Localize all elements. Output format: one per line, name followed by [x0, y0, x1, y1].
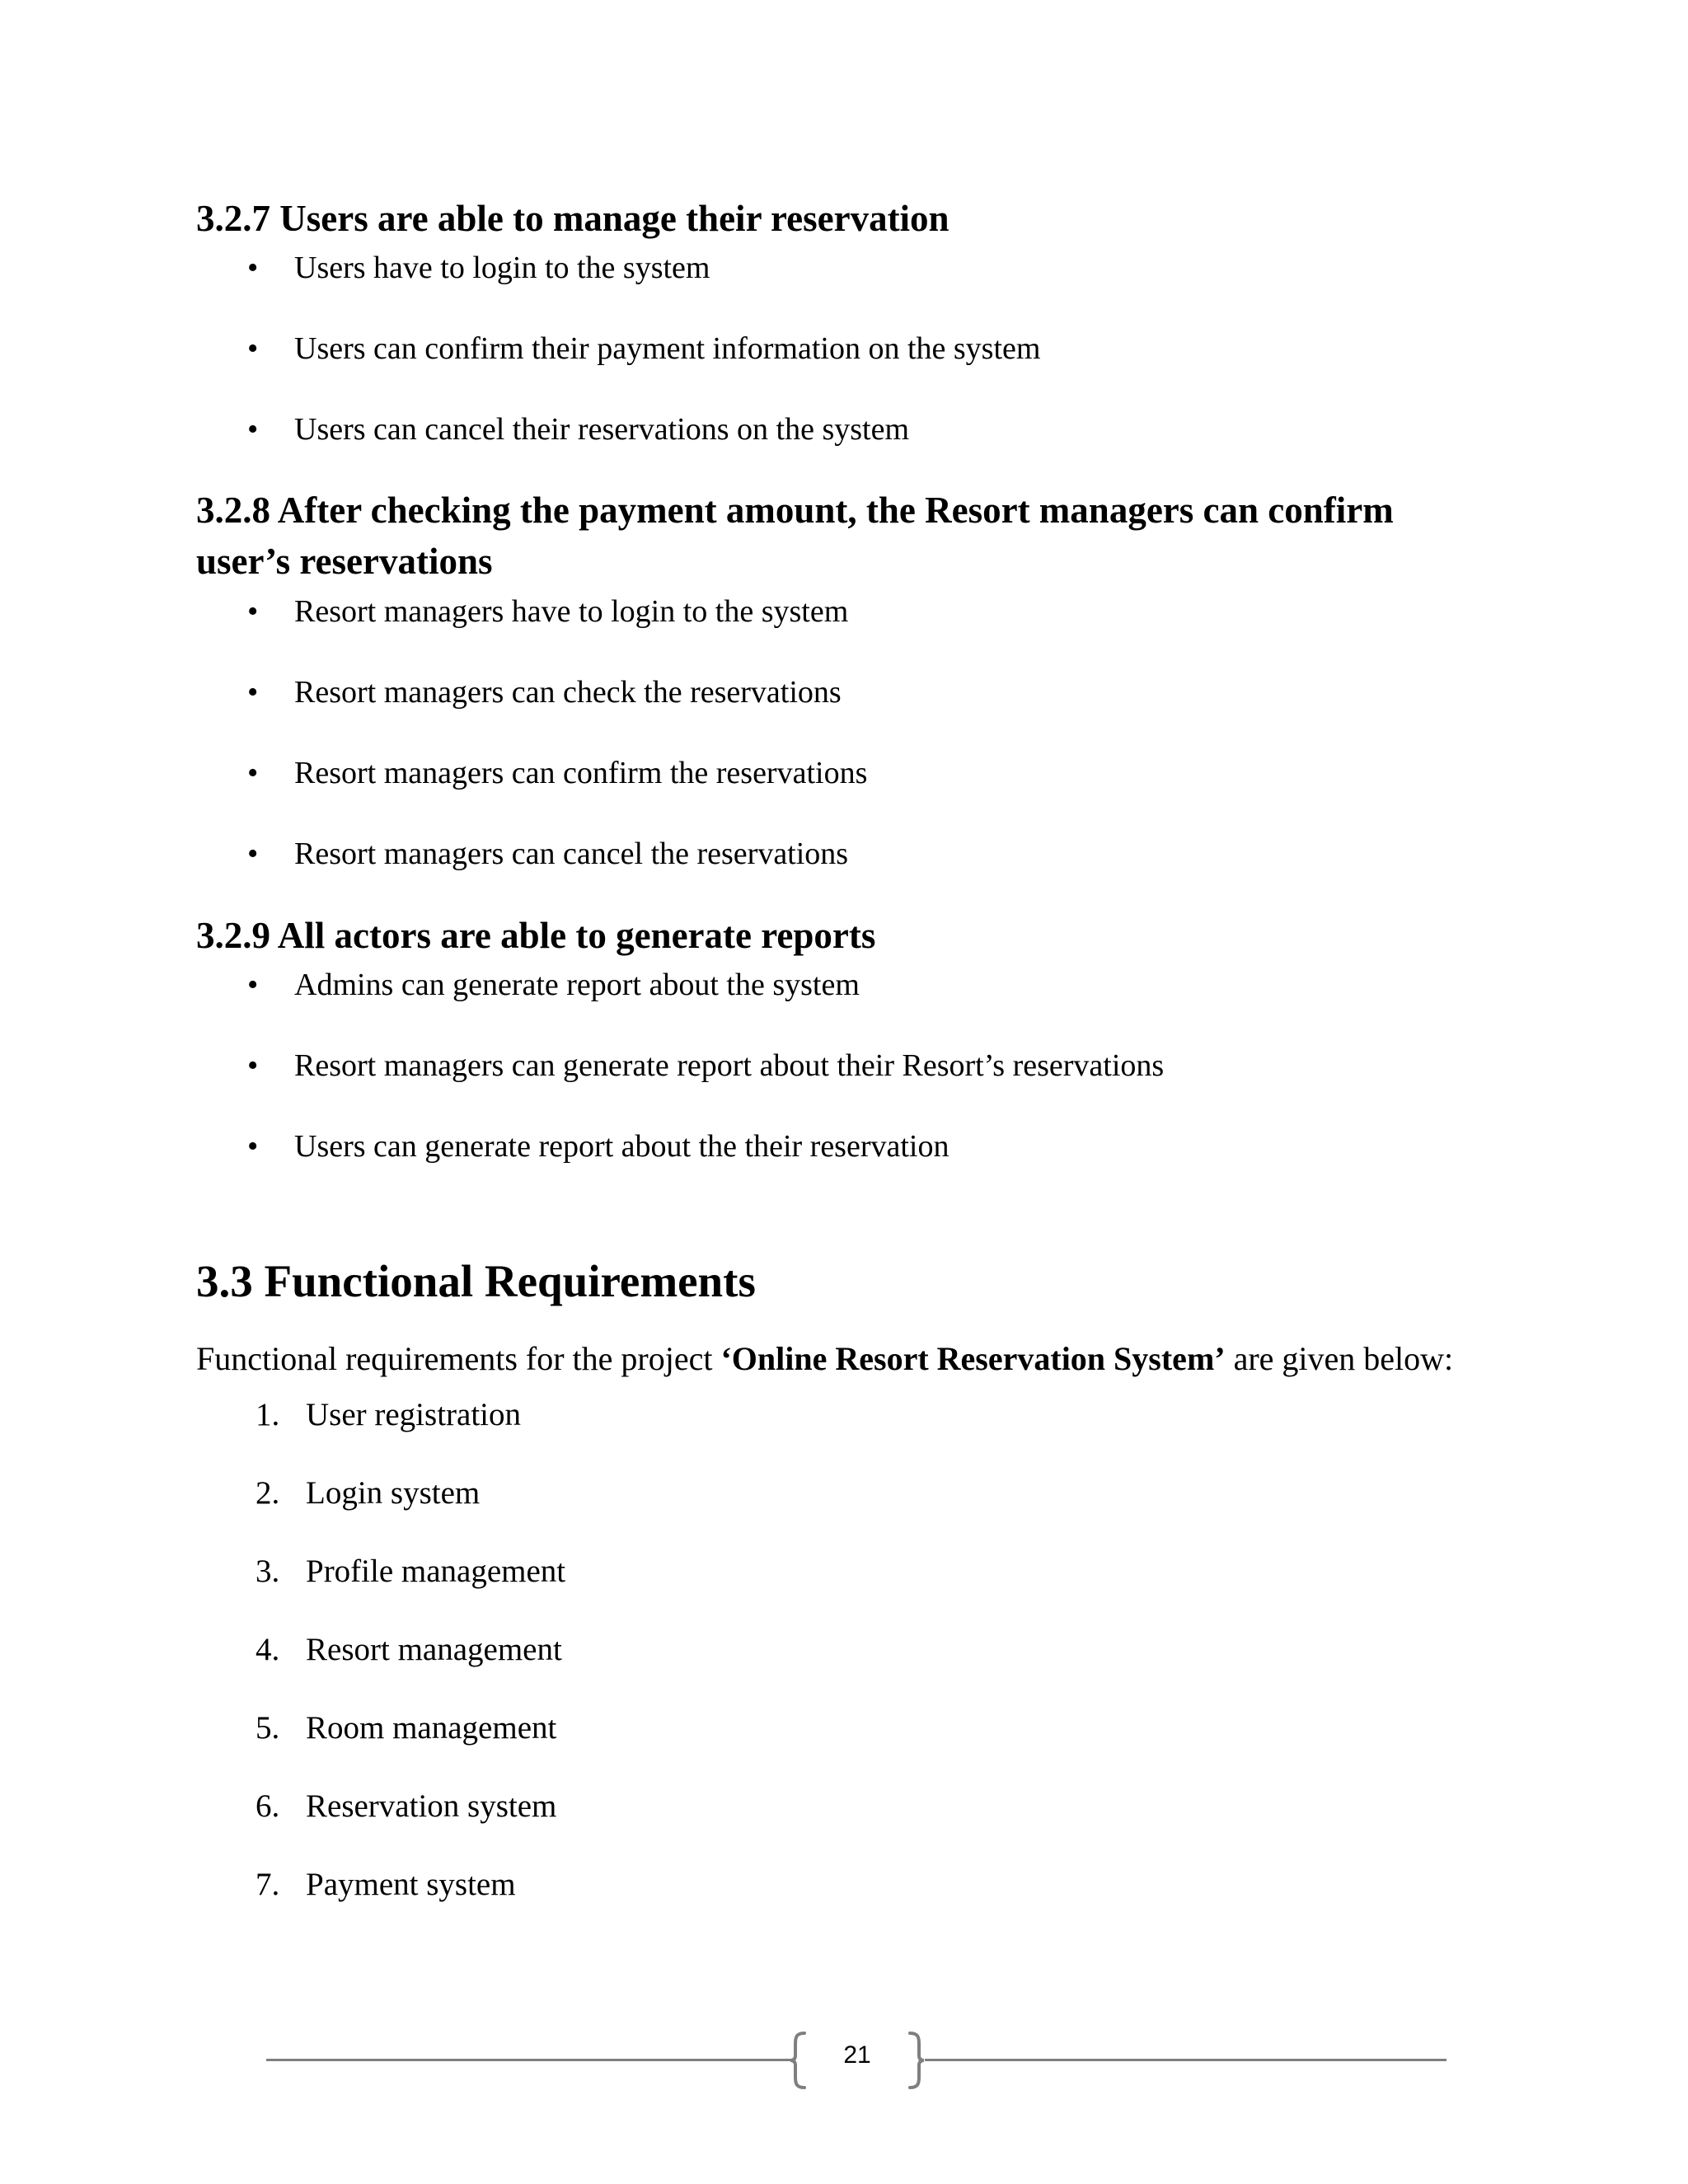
list-item	[0, 750, 1688, 796]
list-item-text: Resort managers can confirm the reservations	[294, 756, 868, 790]
list-number: 5.	[256, 1710, 280, 1746]
numbered-list-item	[0, 1469, 1688, 1516]
list-number: 4.	[256, 1632, 280, 1667]
list-item-text: Payment system	[306, 1867, 516, 1902]
list-item-text: Users can cancel their reservations on the system	[294, 412, 910, 447]
list-item-text: Room management	[306, 1710, 557, 1746]
list-item-text: Users can generate report about the their reservation	[294, 1129, 950, 1164]
list-item-text: User registration	[306, 1397, 522, 1432]
list-number: 3.	[256, 1554, 280, 1589]
bullet-icon: •	[247, 331, 259, 366]
list-item-text: Users can confirm their payment information on the system	[294, 331, 1041, 366]
numbered-list-item	[0, 1626, 1688, 1672]
bullet-icon: •	[247, 968, 259, 1002]
list-item	[0, 962, 1688, 1008]
numbered-list-item	[0, 1548, 1688, 1594]
list-item-text: Resort managers can check the reservations	[294, 675, 842, 710]
intro-paragraph	[196, 1335, 1453, 1383]
list-number: 6.	[256, 1788, 280, 1824]
list-item	[0, 669, 1688, 715]
list-item-text: Reservation system	[306, 1788, 557, 1824]
bullet-icon: •	[247, 837, 259, 871]
bullet-icon: •	[247, 1048, 259, 1083]
section-heading-3-2-9: 3.2.9 All actors are able to generate reports	[196, 915, 876, 956]
list-item-text: Resort managers can cancel the reservations	[294, 837, 849, 871]
section-heading-3-3: 3.3 Functional Requirements	[196, 1256, 756, 1306]
numbered-list-item	[0, 1704, 1688, 1750]
list-item-text: Resort managers have to login to the system	[294, 594, 849, 629]
list-item-text: Admins can generate report about the system	[294, 968, 860, 1002]
list-number: 7.	[256, 1867, 280, 1902]
list-item-text: Resort management	[306, 1632, 562, 1667]
bullet-icon: •	[247, 251, 259, 285]
page-number: 21	[843, 2041, 871, 2069]
numbered-list-item	[0, 1391, 1688, 1437]
bullet-icon: •	[247, 756, 259, 790]
list-item	[0, 588, 1688, 635]
bullet-icon: •	[247, 594, 259, 629]
list-number: 1.	[256, 1397, 280, 1432]
list-item-text: Login system	[306, 1475, 481, 1511]
list-item	[0, 406, 1688, 452]
project-name: ‘Online Resort Reservation System’	[720, 1340, 1226, 1377]
list-item	[0, 245, 1688, 291]
list-item	[0, 326, 1688, 372]
footer-line-right	[925, 2059, 1447, 2061]
section-heading-3-2-7: 3.2.7 Users are able to manage their reservation	[196, 198, 950, 239]
bullet-icon: •	[247, 1129, 259, 1164]
bullet-icon: •	[247, 675, 259, 710]
intro-text-before: Functional requirements for the project	[196, 1340, 721, 1377]
list-item	[0, 1043, 1688, 1089]
numbered-list-item	[0, 1783, 1688, 1829]
list-item-text: Profile management	[306, 1554, 566, 1589]
bullet-icon: •	[247, 412, 259, 447]
intro-text-after: are given below:	[1225, 1340, 1454, 1377]
list-item	[0, 1123, 1688, 1169]
section-heading-3-2-8: 3.2.8 After checking the payment amount, the Resort managers can confirm user’s reservations	[196, 490, 1394, 582]
list-item-text: Resort managers can generate report about their Resort’s reservations	[294, 1048, 1165, 1083]
list-item	[0, 831, 1688, 877]
list-item-text: Users have to login to the system	[294, 251, 710, 285]
footer-line-left	[266, 2059, 794, 2061]
right-brace-icon	[907, 2031, 926, 2090]
numbered-list-item	[0, 1861, 1688, 1907]
list-number: 2.	[256, 1475, 280, 1511]
left-brace-icon	[788, 2031, 808, 2090]
